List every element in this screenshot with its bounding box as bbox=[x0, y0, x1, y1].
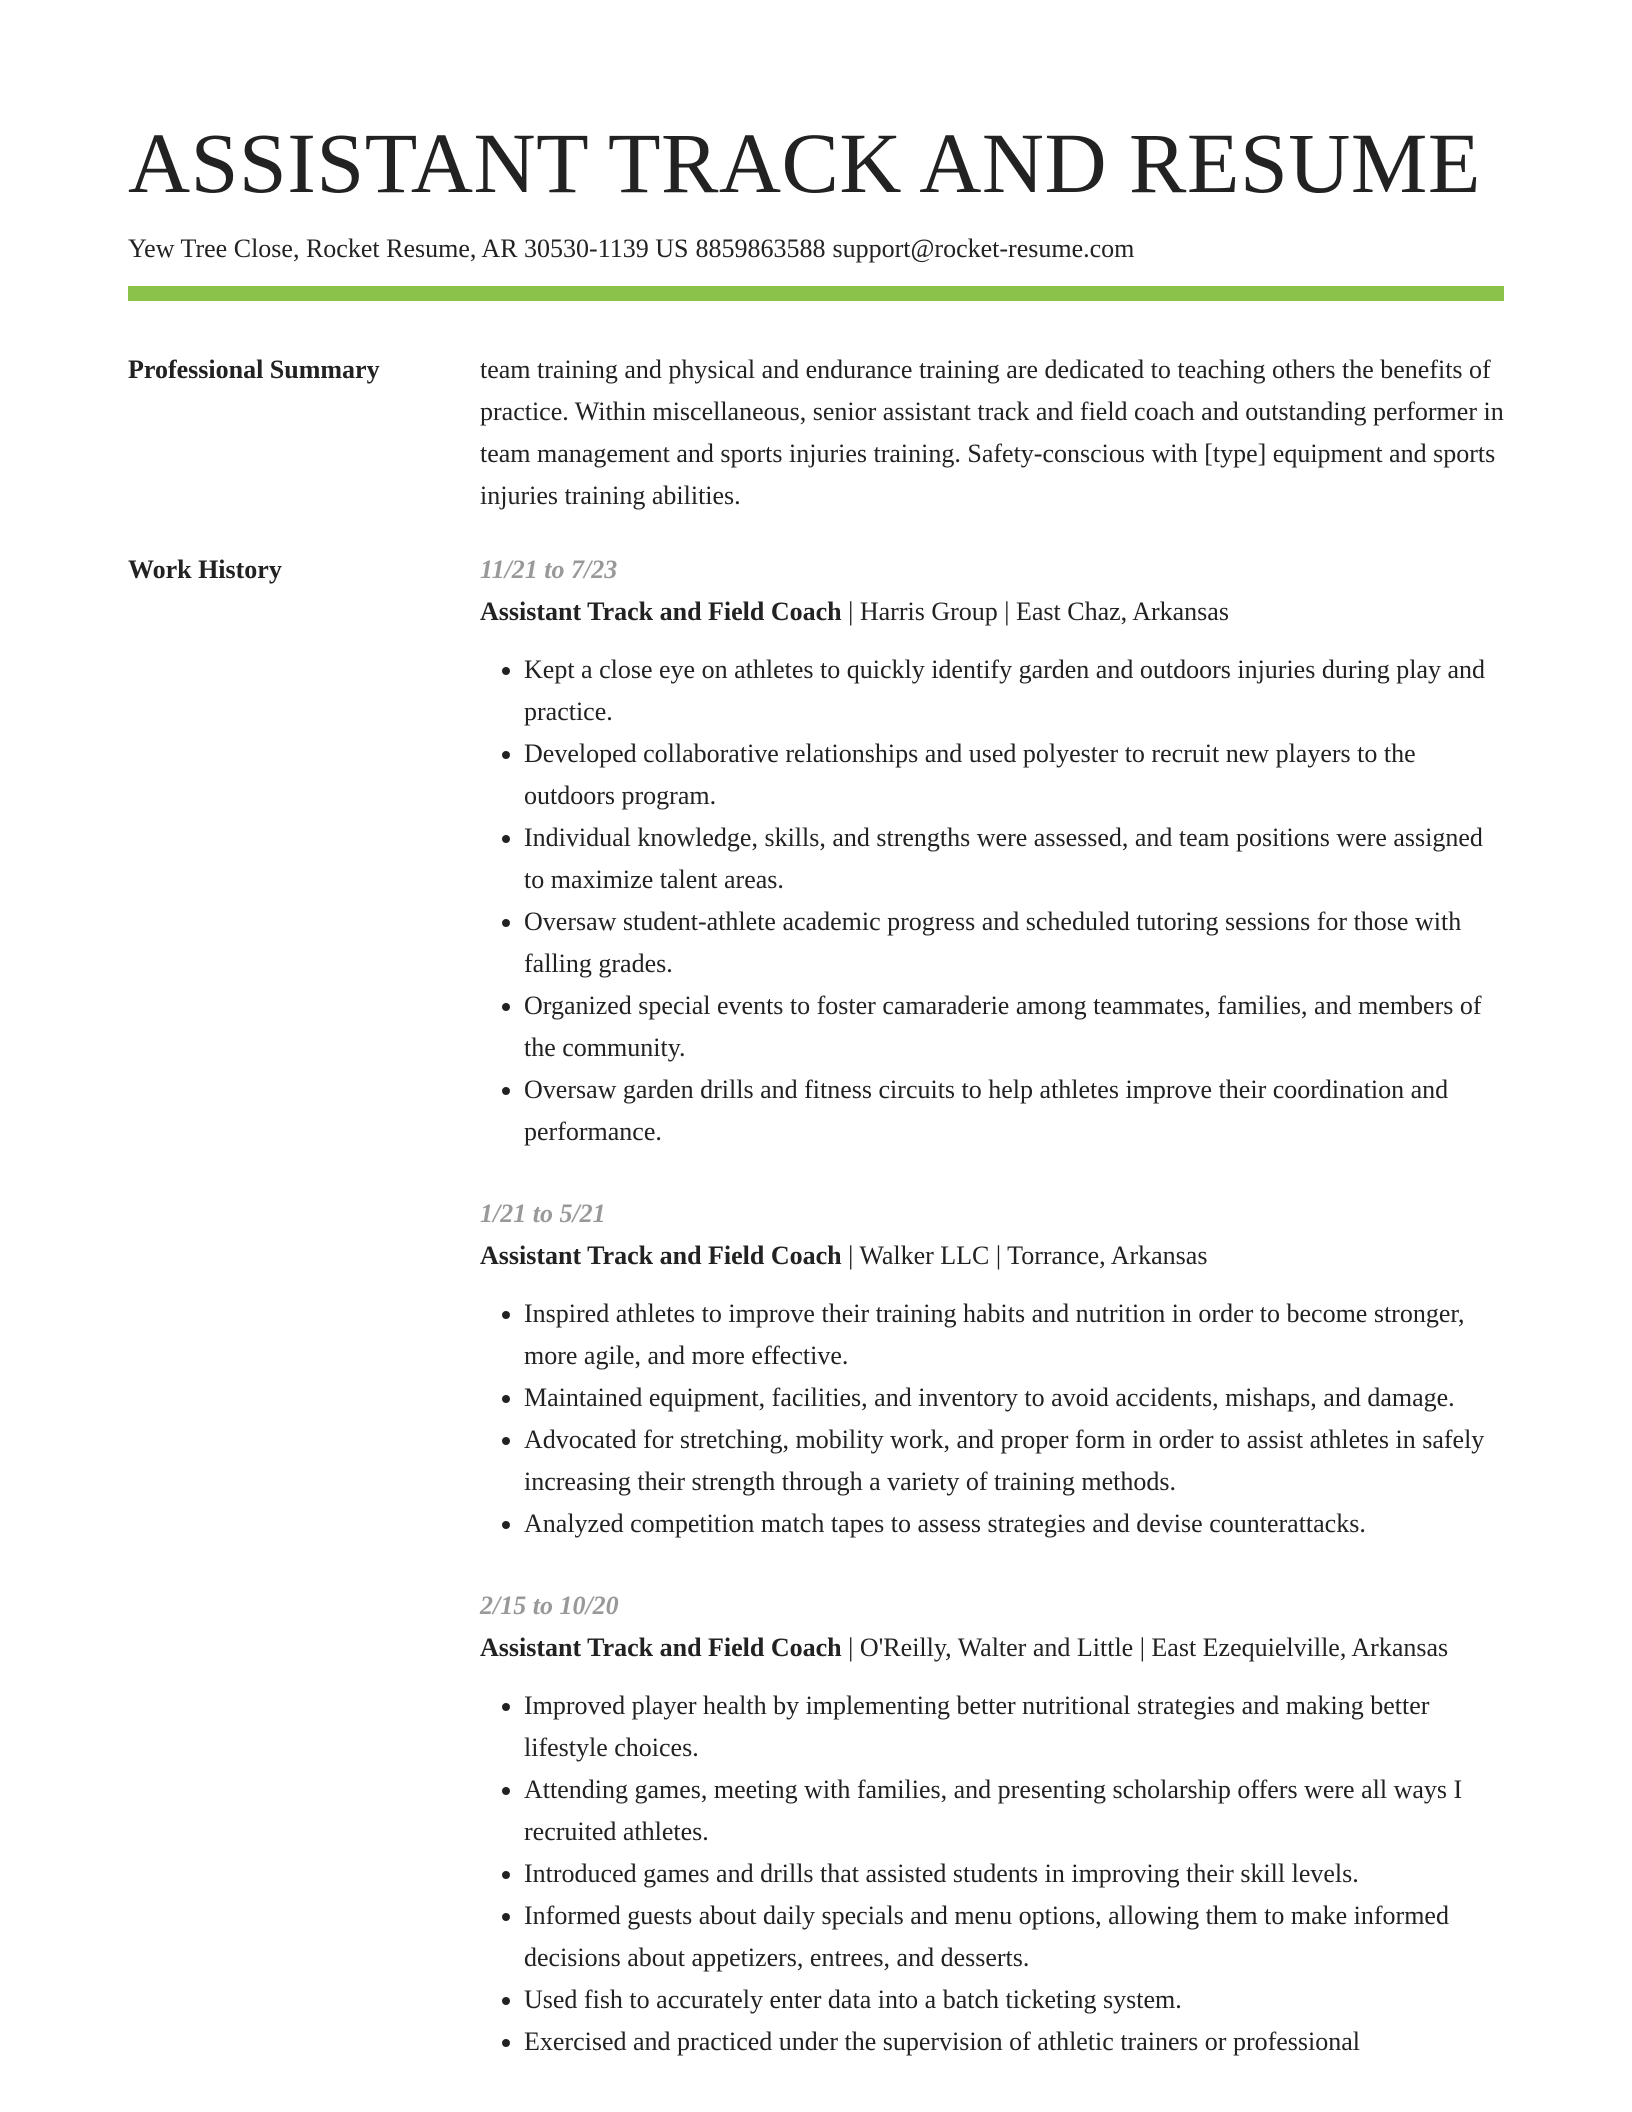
job-bullet: • Exercised and practiced under the supervision of athletic trainers or professional bbox=[524, 2021, 1504, 2063]
job-bullet: • Kept a close eye on athletes to quickly identify garden and outdoors injuries during play and practice. bbox=[524, 649, 1504, 733]
job-bullet: • Inspired athletes to improve their training habits and nutrition in order to become stronger, more agile, and more effective. bbox=[524, 1293, 1504, 1377]
job-company-location: | Walker LLC | Torrance, Arkansas bbox=[841, 1241, 1208, 1270]
contact-email: support@rocket-resume.com bbox=[832, 234, 1135, 263]
resume-name: ASSISTANT TRACK AND RESUME bbox=[128, 115, 1481, 211]
job-bullet: • Oversaw student-athlete academic progress and scheduled tutoring sessions for those with falling grades. bbox=[524, 901, 1504, 985]
summary-body bbox=[480, 349, 1504, 517]
job-bullet-list bbox=[480, 1293, 1504, 1545]
contact-phone: 8859863588 bbox=[695, 234, 826, 263]
job-entry bbox=[480, 1585, 1504, 2063]
job-heading-line bbox=[480, 1627, 1504, 1669]
job-bullet: • Maintained equipment, facilities, and inventory to avoid accidents, mishaps, and damage. bbox=[524, 1377, 1504, 1419]
job-dates: 1/21 to 5/21 bbox=[480, 1199, 606, 1228]
job-title: Assistant Track and Field Coach bbox=[480, 1241, 842, 1270]
work-history-heading: Work History bbox=[128, 555, 282, 584]
work-history-body bbox=[480, 549, 1504, 2103]
contact-line bbox=[128, 234, 1134, 264]
job-title: Assistant Track and Field Coach bbox=[480, 1633, 842, 1662]
job-bullet: • Organized special events to foster camaraderie among teammates, families, and members of the community. bbox=[524, 985, 1504, 1069]
job-bullet: • Informed guests about daily specials and menu options, allowing them to make informed decisions about appetizers, entrees, and desserts. bbox=[524, 1895, 1504, 1979]
job-bullet: • Individual knowledge, skills, and strengths were assessed, and team positions were assigned to maximize talent areas. bbox=[524, 817, 1504, 901]
contact-address: Yew Tree Close, Rocket Resume, AR 30530-1139 US bbox=[128, 234, 689, 263]
job-dates: 11/21 to 7/23 bbox=[480, 555, 618, 584]
job-bullet: • Introduced games and drills that assisted students in improving their skill levels. bbox=[524, 1853, 1504, 1895]
job-bullet-list bbox=[480, 1685, 1504, 2063]
job-entry bbox=[480, 1193, 1504, 1545]
job-bullet: • Oversaw garden drills and fitness circuits to help athletes improve their coordination and performance. bbox=[524, 1069, 1504, 1153]
accent-divider bbox=[128, 286, 1504, 301]
job-heading-line bbox=[480, 591, 1504, 633]
job-bullet: • Analyzed competition match tapes to assess strategies and devise counterattacks. bbox=[524, 1503, 1504, 1545]
job-bullet: • Attending games, meeting with families, and presenting scholarship offers were all ways I recruited athletes. bbox=[524, 1769, 1504, 1853]
job-heading-line bbox=[480, 1235, 1504, 1277]
job-bullet: • Developed collaborative relationships and used polyester to recruit new players to the outdoors program. bbox=[524, 733, 1504, 817]
summary-heading: Professional Summary bbox=[128, 355, 380, 384]
job-dates: 2/15 to 10/20 bbox=[480, 1591, 619, 1620]
job-bullet-list bbox=[480, 649, 1504, 1153]
job-title: Assistant Track and Field Coach bbox=[480, 597, 842, 626]
summary-text: team training and physical and endurance training are dedicated to teaching others the benefits of practice. Within miscellaneous, senior assistant track and field coach and outstanding performer in team management and sports injuries training. Safety-conscious with [type] equipment and sports injuries training abilities. bbox=[480, 355, 1504, 510]
job-bullet: • Used fish to accurately enter data into a batch ticketing system. bbox=[524, 1979, 1504, 2021]
job-bullet: • Improved player health by implementing better nutritional strategies and making better lifestyle choices. bbox=[524, 1685, 1504, 1769]
job-company-location: | O'Reilly, Walter and Little | East Ezequielville, Arkansas bbox=[841, 1633, 1449, 1662]
job-bullet: • Advocated for stretching, mobility work, and proper form in order to assist athletes in safely increasing their strength through a variety of training methods. bbox=[524, 1419, 1504, 1503]
job-company-location: | Harris Group | East Chaz, Arkansas bbox=[841, 597, 1229, 626]
job-entry bbox=[480, 549, 1504, 1153]
